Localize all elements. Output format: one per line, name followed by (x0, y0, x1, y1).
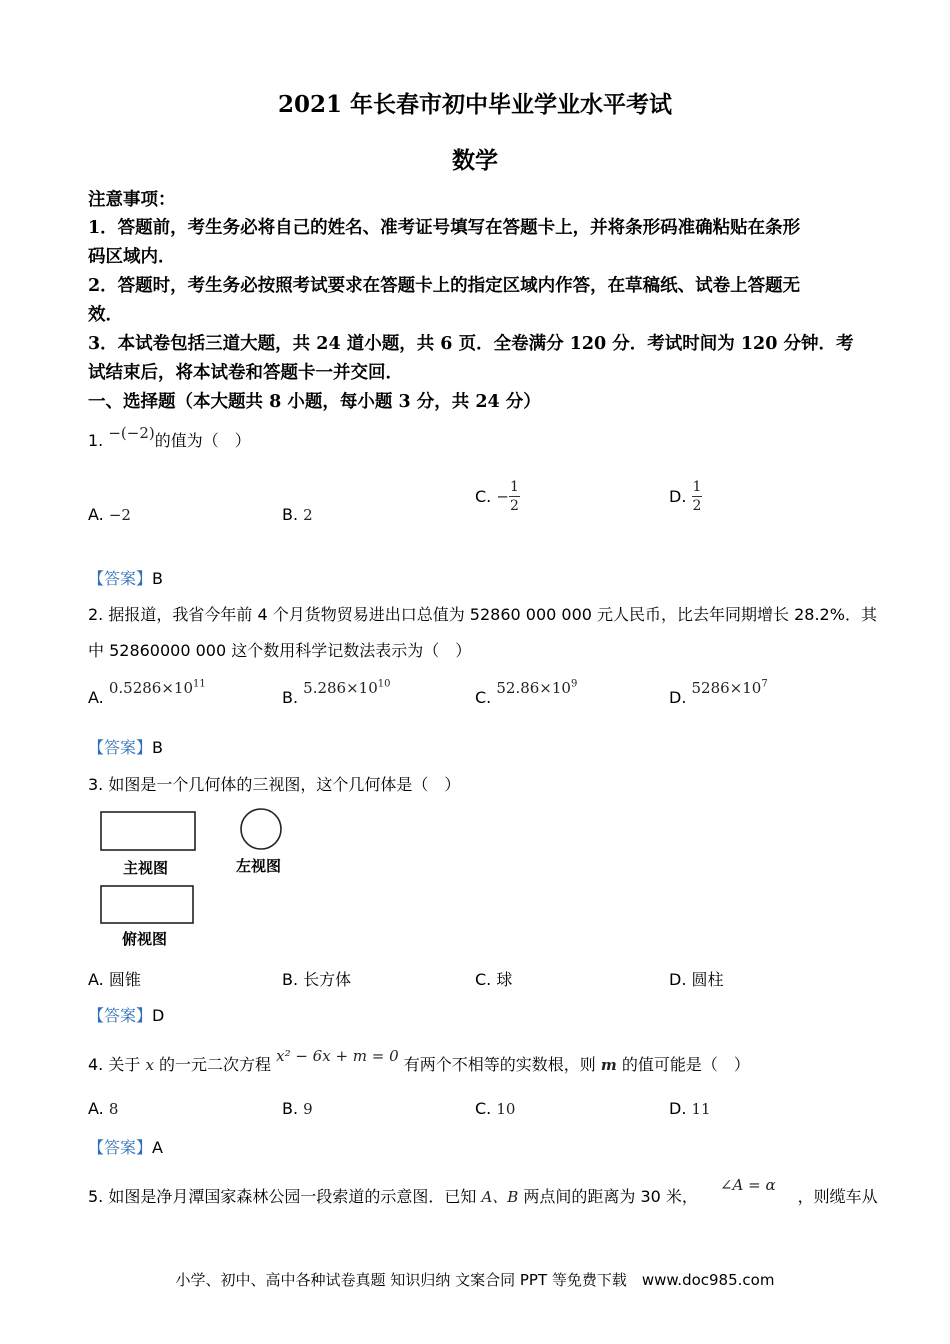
q4-option-a: A. 8 (88, 1099, 119, 1118)
notice-item-2-line-1: 2．答题时，考生务必按照考试要求在答题卡上的指定区域内作答，在草稿纸、试卷上答题无 (88, 276, 801, 296)
q4-option-b: B. 9 (282, 1099, 313, 1118)
section-heading: 一、选择题（本大题共 8 小题，每小题 3 分，共 24 分） (88, 392, 541, 412)
q3-answer: 【答案】D (88, 1006, 165, 1025)
q2-option-d: D. $5286\times 10^7$ (669, 678, 768, 707)
q4-option-d: D. 11 (669, 1099, 711, 1118)
q2-option-c: C. $52.86\times 10^9$ (475, 678, 578, 707)
front-view-rectangle (101, 812, 195, 850)
question-2-line-1: 2. 据报道，我省今年前 4 个月货物贸易进出口总值为 52860 000 000 元人民币，比去年同期增长 28.2%．其 (88, 605, 877, 624)
top-view-rectangle (101, 886, 193, 923)
notice-heading: 注意事项： (88, 190, 176, 210)
top-view-label: 俯视图 (122, 930, 168, 948)
q4-var-m: m (600, 1056, 617, 1074)
q3-option-d: D. 圆柱 (669, 970, 724, 989)
q4-var-x: x (145, 1056, 154, 1074)
q2-option-a: A. $0.5286\times 10^{11}$ (88, 678, 206, 707)
q1-expression: −(−2) (108, 424, 155, 442)
question-5: 5. 如图是净月潭国家森林公园一段索道的示意图．已知 A、B 两点间的距离为 30 米，∠A = α，则缆车从 (88, 1176, 878, 1206)
question-1 (88, 424, 251, 451)
question-3: 3. 如图是一个几何体的三视图，这个几何体是（ ） (88, 775, 461, 794)
notice-item-3-line-2: 试结束后，将本试卷和答题卡一并交回． (88, 363, 403, 383)
q3-option-a: A. 圆锥 (88, 970, 141, 989)
q3-option-c: C. 球 (475, 970, 513, 989)
q1-option-c-fraction: $\frac{1}{2}$ (509, 479, 519, 514)
q3-option-b: B. 长方体 (282, 970, 352, 989)
q2-answer: 【答案】B (88, 738, 163, 757)
q1-answer: 【答案】B (88, 569, 163, 588)
q1-option-b: B. 2 (282, 505, 313, 524)
q1-text: 的值为（ ） (154, 431, 251, 450)
question-4: 4. 关于 x 的一元二次方程 x² − 6x + m = 0 有两个不相等的实数根，则 m 的值可能是（ ） (88, 1047, 750, 1074)
notice-item-2-line-2: 效． (88, 305, 123, 325)
q5-points: A、B (481, 1188, 519, 1206)
notice-item-1-line-2: 码区域内． (88, 247, 176, 267)
q4-equation: x² − 6x + m = 0 (276, 1047, 399, 1065)
front-view-label: 主视图 (123, 859, 169, 877)
subject-title: 数学 (452, 147, 498, 174)
q1-option-a: A. −2 (88, 505, 131, 524)
q1-option-d-fraction: $\frac{1}{2}$ (692, 479, 702, 514)
exam-title: 2021 年长春市初中毕业学业水平考试 (277, 91, 673, 118)
page-footer: 小学、初中、高中各种试卷真题 知识归纳 文案合同 PPT 等免费下载 www.doc985.com (175, 1271, 775, 1289)
q4-option-c: C. 10 (475, 1099, 516, 1118)
question-2-line-2: 中 52860000 000 这个数用科学记数法表示为（ ） (88, 641, 472, 660)
q1-option-c: C. − $\frac{1}{2}$ (475, 479, 519, 514)
q1-option-d: D. $\frac{1}{2}$ (669, 479, 702, 514)
q5-angle: ∠A = α (719, 1176, 776, 1194)
q1-number: 1. (88, 431, 104, 450)
left-view-circle (241, 809, 281, 849)
q2-option-b: B. $5.286\times 10^{10}$ (282, 678, 391, 707)
q4-answer: 【答案】A (88, 1138, 163, 1157)
left-view-label: 左视图 (236, 857, 282, 875)
notice-item-1-line-1: 1．答题前，考生务必将自己的姓名、准考证号填写在答题卡上，并将条形码准确粘贴在条形 (88, 218, 801, 238)
notice-item-3-line-1: 3．本试卷包括三道大题，共 24 道小题，共 6 页．全卷满分 120 分．考试时间为 120 分钟．考 (88, 334, 854, 354)
